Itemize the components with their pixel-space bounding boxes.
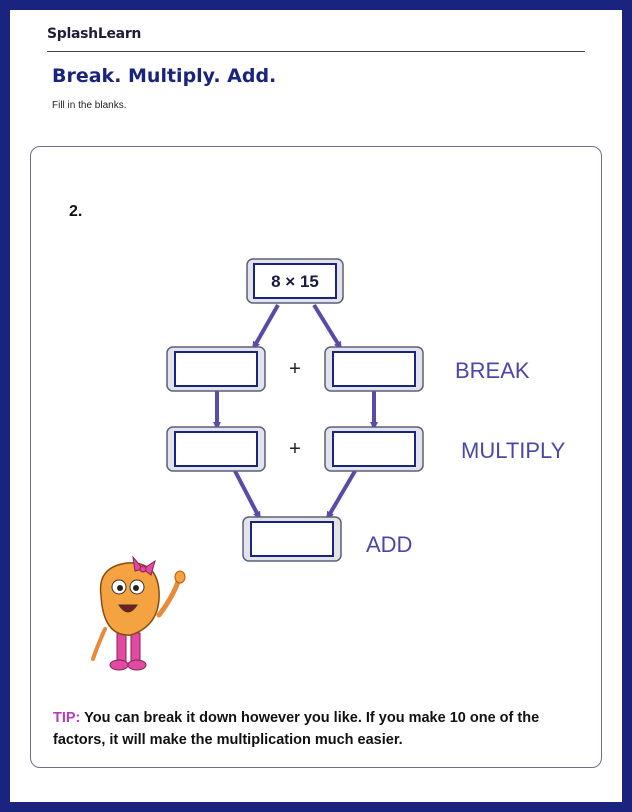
expression-text: 8 × 15: [271, 272, 319, 291]
break-left-blank[interactable]: [167, 347, 265, 391]
multiply-left-blank[interactable]: [167, 427, 265, 471]
instructions: Fill in the blanks.: [52, 100, 127, 111]
arrow-break-right: [314, 305, 340, 347]
worksheet-page: [10, 10, 622, 802]
header-divider: [47, 51, 585, 52]
break-multiply-add-diagram: [31, 147, 601, 707]
plus-sign-multiply: +: [289, 438, 301, 460]
flow-arrows: [217, 305, 374, 517]
multiply-right-blank[interactable]: [325, 427, 423, 471]
expression-box: [247, 259, 343, 303]
page-title: Break. Multiply. Add.: [52, 65, 277, 87]
tip-label: TIP:: [53, 710, 81, 726]
mascot-illustration: [93, 557, 185, 670]
step-label-break: BREAK: [455, 358, 530, 383]
plus-sign-break: +: [289, 358, 301, 380]
break-right-blank[interactable]: [325, 347, 423, 391]
tip-body: You can break it down however you like. If you make 10 one of the factors, it will make the multiplication much easier.: [53, 710, 540, 748]
step-label-multiply: MULTIPLY: [461, 438, 566, 463]
arrow-break-left: [254, 305, 278, 347]
question-card: [30, 146, 602, 768]
brand-logo: SplashLearn: [47, 26, 142, 42]
question-number: 2.: [69, 203, 83, 220]
tip-text: [53, 707, 573, 751]
arrow-add-right: [328, 471, 355, 517]
add-blank[interactable]: [243, 517, 341, 561]
arrow-add-left: [235, 471, 259, 517]
step-label-add: ADD: [366, 532, 413, 557]
